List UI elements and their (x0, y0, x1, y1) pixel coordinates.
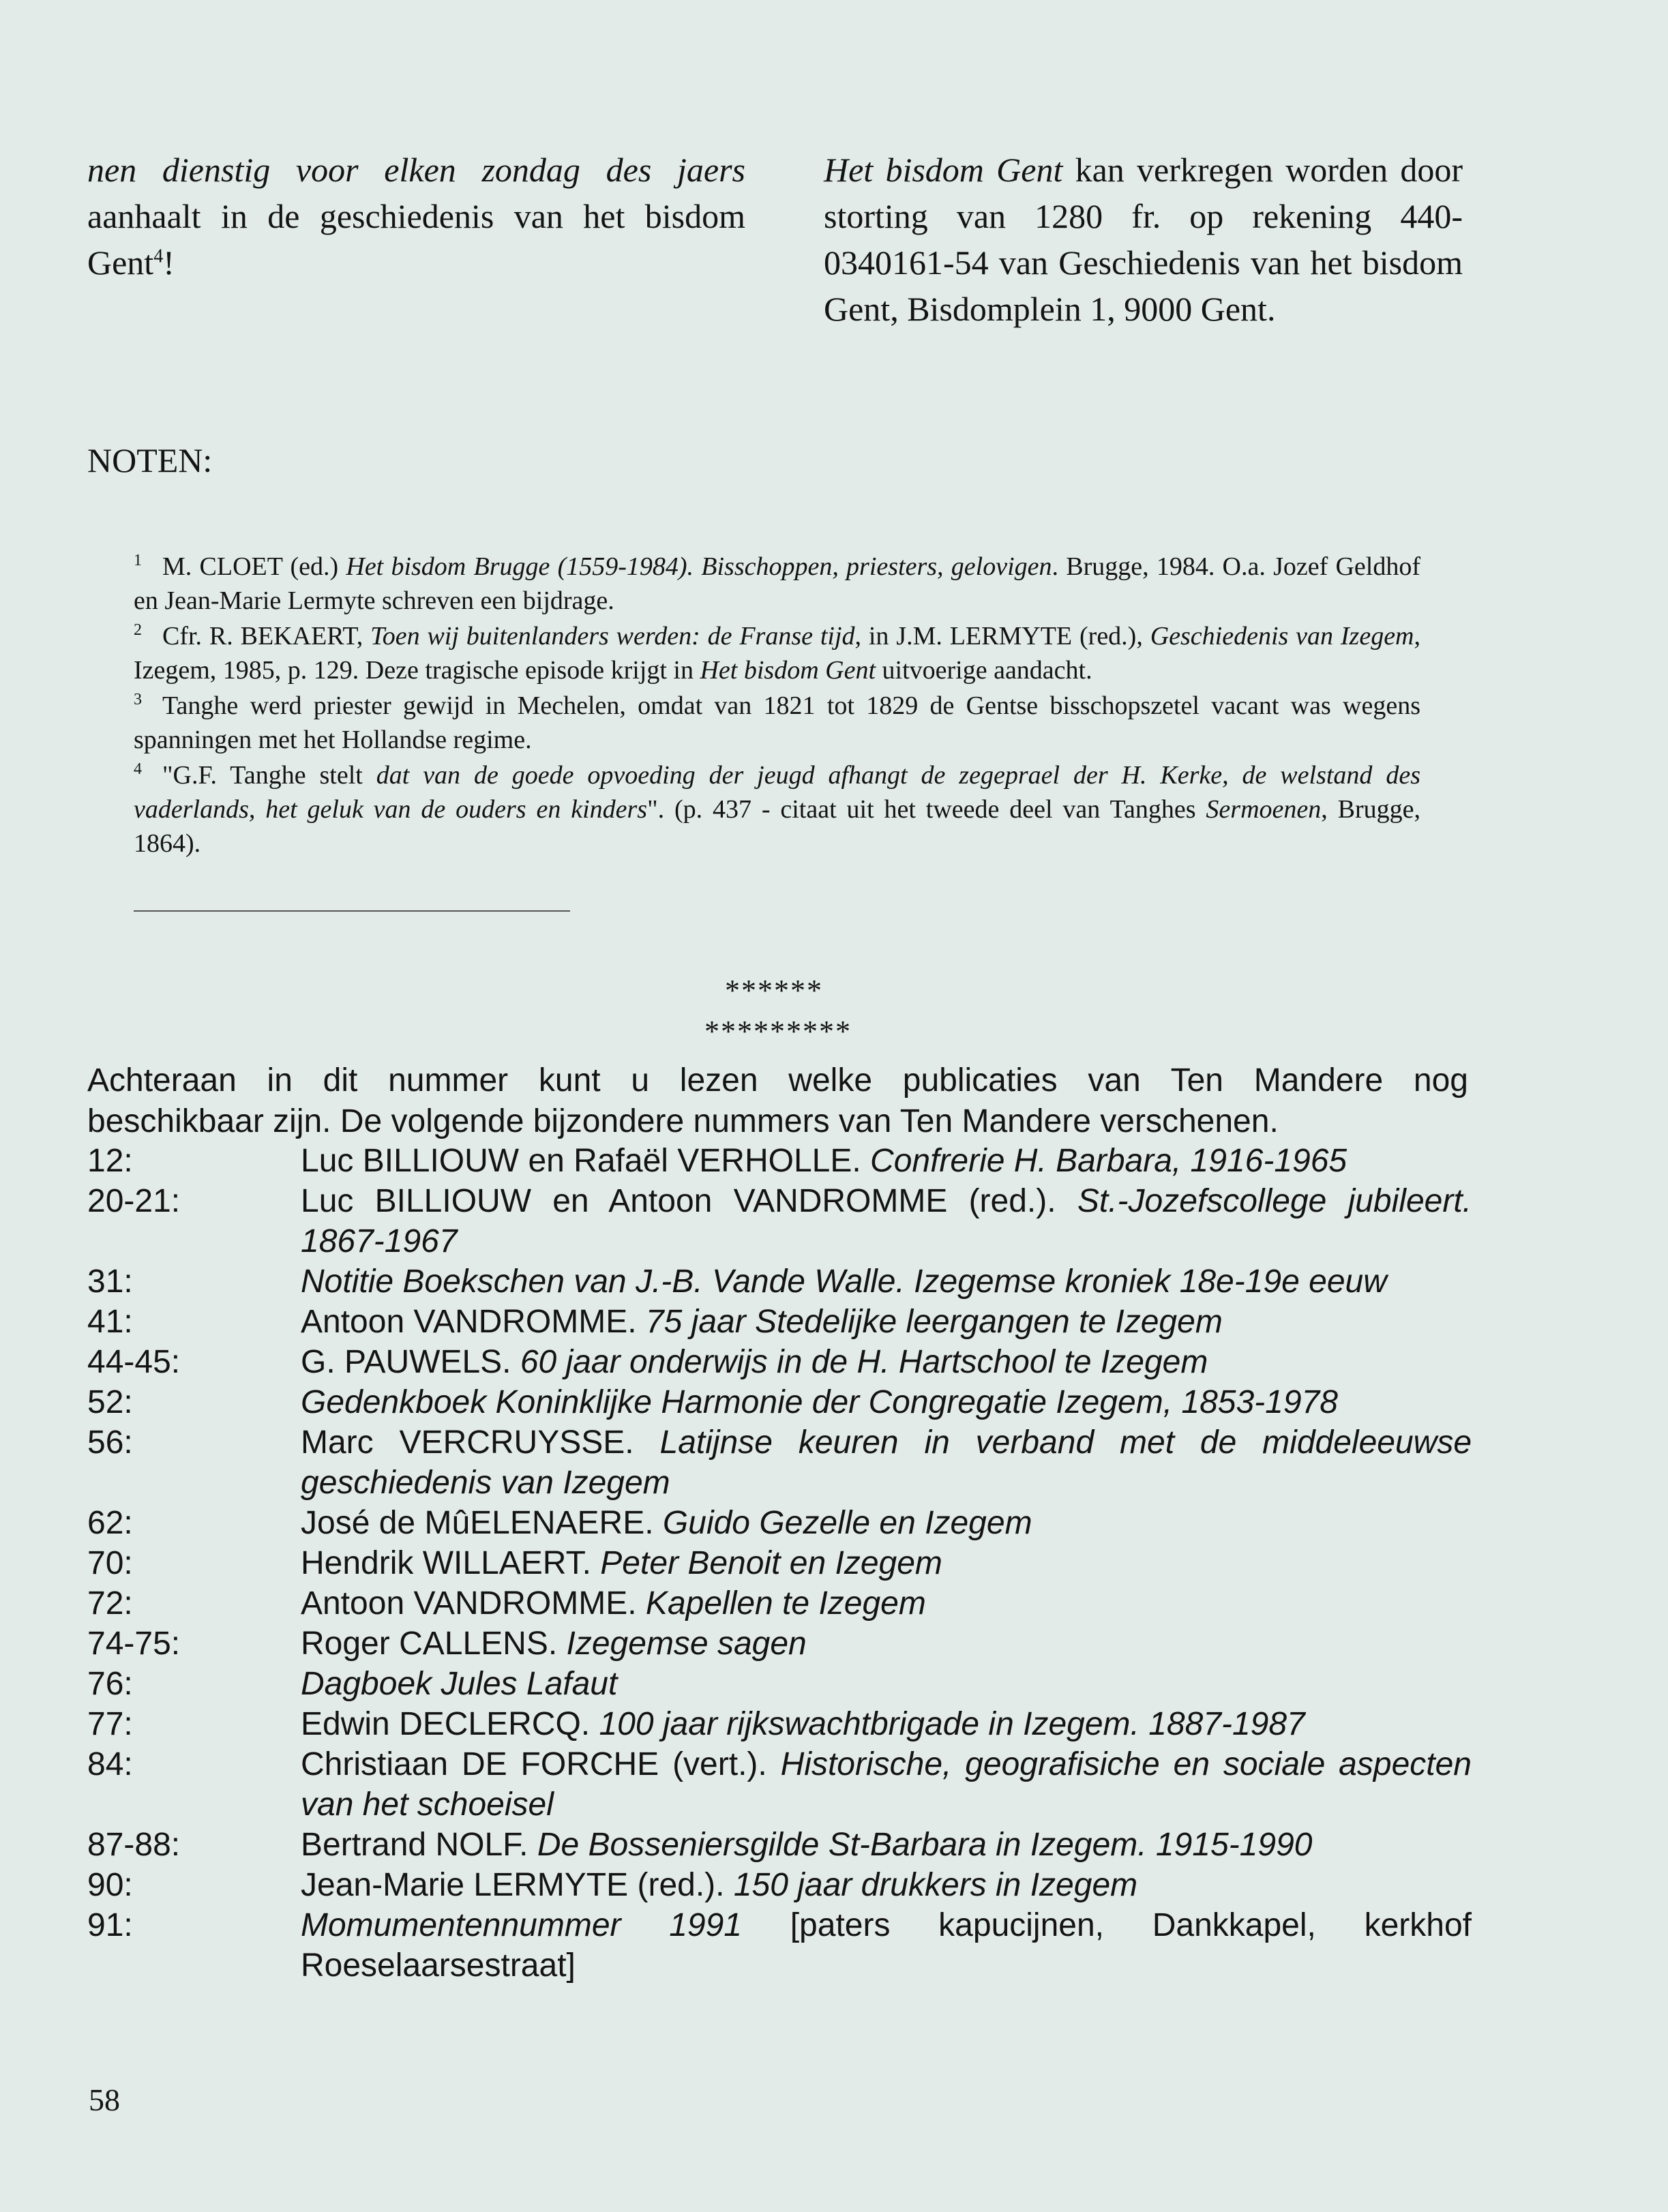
publication-item (87, 1825, 1472, 1865)
issue-number: 91: (87, 1907, 133, 1943)
publication-item (87, 1905, 1472, 1986)
publication-title: 100 jaar rijkswachtbrigade in Izegem. 1887-1987 (599, 1706, 1305, 1742)
footnote-text: ". (p. 437 - citaat uit het tweede deel van Tanghes (647, 795, 1206, 824)
footnote-3 (134, 689, 1420, 757)
issue-number: 84: (87, 1746, 133, 1782)
publication-author: Antoon VANDROMME. (301, 1585, 646, 1621)
publication-item (87, 1583, 1472, 1624)
footnote-text: Tanghe werd priester gewijd in Mechelen, omdat van 1821 tot 1829 de Gentse bisschopszetel vacant was wegens spanningen met het Hollandse regime. (134, 691, 1420, 754)
issue-number: 74-75: (87, 1626, 181, 1662)
separator-stars-top: ****** (725, 974, 823, 1007)
publication-title: Kapellen te Izegem (645, 1585, 926, 1621)
publication-text (301, 1141, 1472, 1181)
publication-author: Roger CALLENS. (301, 1626, 567, 1662)
publication-extra: [paters kapucijnen, Dankkapel, kerkhof Roeselaarsestraat] (301, 1907, 1472, 1984)
footnote-text: uitvoerige aandacht. (876, 656, 1092, 685)
publication-text (301, 1422, 1472, 1503)
publication-text (301, 1181, 1472, 1261)
left-column-paragraph (87, 147, 745, 286)
publication-item (87, 1261, 1472, 1302)
notes-divider (134, 910, 570, 912)
publication-text (301, 1744, 1472, 1825)
issue-number: 90: (87, 1867, 133, 1903)
footnote-text: Cfr. R. BEKAERT, (162, 622, 371, 651)
publication-title: Latijnse keuren in verband met de middeleeuwse geschiedenis van Izegem (301, 1424, 1472, 1501)
footnote-text: . Brugge, 1984. O.a. Jozef Geldhof en Jean-Marie Lermyte schreven een bijdrage. (134, 552, 1420, 615)
publication-item (87, 1181, 1472, 1261)
publication-title: Confrerie H. Barbara, 1916-1965 (870, 1143, 1347, 1179)
publication-author: Luc BILLIOUW en Rafaël VERHOLLE. (301, 1143, 871, 1179)
publications-intro (87, 1060, 1468, 1142)
publication-text (301, 1583, 1472, 1624)
left-column-italic: nen dienstig voor elken zondag des jaers (87, 151, 745, 189)
publication-item (87, 1302, 1472, 1342)
publication-item (87, 1503, 1472, 1543)
publication-text (301, 1664, 1472, 1704)
page-number: 58 (89, 2082, 120, 2117)
publication-title: 150 jaar drukkers in Izegem (733, 1867, 1138, 1903)
publication-item (87, 1624, 1472, 1664)
footnote-number: 4 (134, 760, 142, 779)
publication-item (87, 1422, 1472, 1503)
publication-item (87, 1141, 1472, 1181)
publication-item (87, 1704, 1472, 1744)
issue-number: 72: (87, 1585, 133, 1621)
publication-item (87, 1543, 1472, 1583)
publication-title: Momumentennummer 1991 (301, 1907, 742, 1943)
publication-author: Hendrik WILLAERT. (301, 1545, 601, 1581)
left-column-text (87, 147, 745, 286)
publication-author: G. PAUWELS. (301, 1344, 520, 1380)
publication-text (301, 1865, 1472, 1905)
publication-author: Jean-Marie LERMYTE (red.). (301, 1867, 734, 1903)
footnote-text: , Izegem, 1985, p. 129. Deze tragische episode krijgt in (134, 622, 1421, 685)
footnote-italic: Het bisdom Gent (700, 656, 876, 685)
publication-title: Guido Gezelle en Izegem (662, 1505, 1032, 1541)
issue-number: 62: (87, 1505, 133, 1541)
issue-number: 20-21: (87, 1183, 181, 1219)
issue-number: 56: (87, 1424, 133, 1461)
footnote-text: M. CLOET (ed.) (162, 552, 346, 581)
publication-author: José de MûELENAERE. (301, 1505, 663, 1541)
right-column-text (824, 147, 1463, 332)
issue-number: 87-88: (87, 1827, 181, 1863)
publication-item (87, 1342, 1472, 1382)
publication-author: Antoon VANDROMME. (301, 1304, 646, 1340)
publication-title: Gedenkboek Koninklijke Harmonie der Congregatie Izegem, 1853-1978 (301, 1384, 1338, 1420)
publication-text (301, 1382, 1472, 1422)
footnote-italic: Het bisdom Brugge (1559-1984). Bisschoppen, priesters, gelovigen (346, 552, 1052, 581)
publication-item (87, 1865, 1472, 1905)
publication-text (301, 1543, 1472, 1583)
publication-text (301, 1342, 1472, 1382)
publication-title: Notitie Boekschen van J.-B. Vande Walle. Izegemse kroniek 18e-19e eeuw (301, 1264, 1387, 1300)
publication-text (301, 1261, 1472, 1302)
right-column-paragraph (824, 147, 1463, 332)
intro-line-1: Achteraan in dit nummer kunt u lezen welke publicaties van Ten Mandere nog (87, 1062, 1468, 1098)
publication-author: Bertrand NOLF. (301, 1827, 537, 1863)
publication-item (87, 1664, 1472, 1704)
publication-text (301, 1905, 1472, 1986)
footnote-italic: Sermoenen (1206, 795, 1322, 824)
publication-title: Izegemse sagen (566, 1626, 807, 1662)
publication-title: Dagboek Jules Lafaut (301, 1666, 618, 1702)
footnote-number: 3 (134, 691, 142, 709)
issue-number: 52: (87, 1384, 133, 1420)
footnote-text: , Brugge, 1864). (134, 795, 1421, 858)
left-column-end: ! (163, 243, 175, 282)
footnote-ref-4: 4 (153, 245, 164, 267)
footnote-italic: Geschiedenis van Izegem (1150, 622, 1414, 651)
publications-list (87, 1141, 1472, 1986)
footnote-number: 1 (134, 552, 142, 570)
publication-item (87, 1744, 1472, 1825)
issue-number: 41: (87, 1304, 133, 1340)
footnote-1 (134, 550, 1420, 618)
intro-line-2: beschikbaar zijn. De volgende bijzondere nummers van Ten Mandere verschenen. (87, 1103, 1279, 1139)
publication-text (301, 1302, 1472, 1342)
issue-number: 12: (87, 1143, 133, 1179)
issue-number: 31: (87, 1264, 133, 1300)
footnote-text: "G.F. Tanghe stelt (162, 761, 376, 790)
publication-author: Luc BILLIOUW en Antoon VANDROMME (red.). (301, 1183, 1077, 1219)
publication-title: De Bosseniersgilde St-Barbara in Izegem. 1915-1990 (537, 1827, 1313, 1863)
right-column-italic-title: Het bisdom Gent (824, 151, 1063, 189)
publication-author: Marc VERCRUYSSE. (301, 1424, 660, 1461)
footnote-italic: Toen wij buitenlanders werden: de Franse tijd (370, 622, 855, 651)
left-column-rest: aanhaalt in de geschiedenis van het bisdom Gent (87, 197, 745, 282)
publication-title: Historische, geografisiche en sociale aspecten van het schoeisel (301, 1746, 1472, 1823)
notes-heading: NOTEN: (87, 441, 213, 479)
footnote-4 (134, 758, 1420, 861)
publication-title: 60 jaar onderwijs in de H. Hartschool te Izegem (520, 1344, 1208, 1380)
issue-number: 76: (87, 1666, 133, 1702)
publication-title: 75 jaar Stedelijke leergangen te Izegem (645, 1304, 1223, 1340)
publication-title: Peter Benoit en Izegem (600, 1545, 942, 1581)
publication-text (301, 1624, 1472, 1664)
issue-number: 77: (87, 1706, 133, 1742)
publication-title: St.-Jozefscollege jubileert. 1867-1967 (301, 1183, 1472, 1259)
issue-number: 70: (87, 1545, 133, 1581)
right-column-rest: kan verkregen worden door storting van 1280 fr. op rekening 440-0340161-54 van Geschiedenis van het bisdom Gent, Bisdomplein 1, 9000 Gent. (824, 151, 1463, 328)
issue-number: 44-45: (87, 1344, 181, 1380)
footnote-italic: dat van de goede opvoeding der jeugd afhangt de zegeprael der H. Kerke, de welstand des vaderlands, het geluk van de ouders en kinders (134, 761, 1420, 824)
publication-author: Edwin DECLERCQ. (301, 1706, 599, 1742)
separator-stars-bottom: ********* (704, 1015, 852, 1048)
footnote-number: 2 (134, 621, 142, 640)
publication-text (301, 1503, 1472, 1543)
publication-author: Christiaan DE FORCHE (vert.). (301, 1746, 781, 1782)
footnote-2 (134, 619, 1420, 687)
footnote-text: , in J.M. LERMYTE (red.), (854, 622, 1150, 651)
publication-text (301, 1825, 1472, 1865)
footnotes (134, 550, 1420, 862)
publication-item (87, 1382, 1472, 1422)
publication-text (301, 1704, 1472, 1744)
